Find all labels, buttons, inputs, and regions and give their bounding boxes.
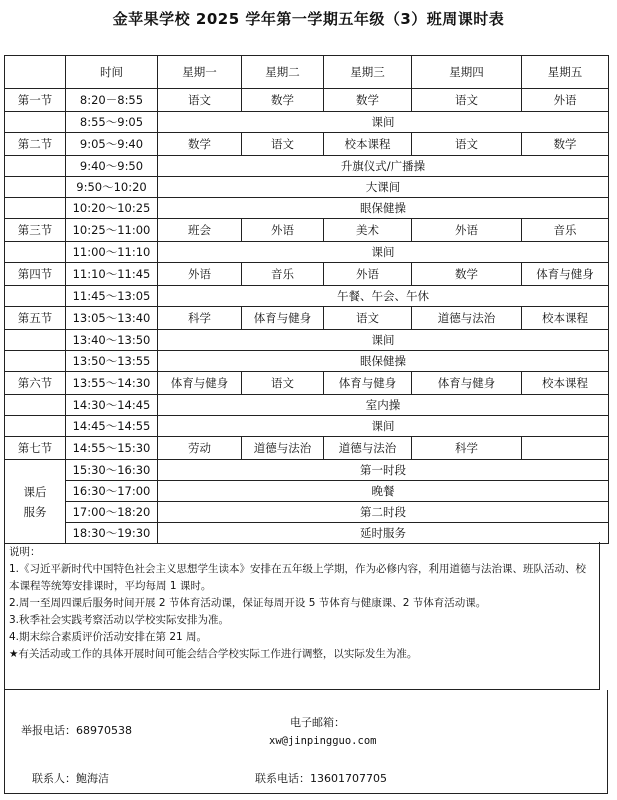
note-item: 2.周一至周四课后服务时间开展 2 节体育活动课，保证每周开设 5 节体育与健康课、2 节体育活动课。 — [9, 597, 487, 609]
activity-cell: 延时服务 — [158, 523, 609, 544]
time-cell: 18:30～19:30 — [66, 523, 158, 544]
time-cell: 13:55～14:30 — [66, 372, 158, 395]
subject-cell: 外语 — [522, 89, 609, 112]
service-row — [5, 460, 609, 481]
subject-cell: 数学 — [324, 89, 412, 112]
service-label-line: 服务 — [23, 504, 47, 519]
subject-cell: 外语 — [242, 219, 324, 242]
timetable — [4, 55, 609, 544]
activity-cell: 眼保健操 — [158, 351, 609, 372]
subject-cell: 校本课程 — [522, 307, 609, 330]
header-day-thu: 星期四 — [412, 56, 522, 89]
footer — [4, 690, 608, 794]
subject-cell: 数学 — [242, 89, 324, 112]
subject-cell: 体育与健身 — [324, 372, 412, 395]
time-cell: 8:55～9:05 — [66, 112, 158, 133]
note-item: 1.《习近平新时代中国特色社会主义思想学生读本》安排在五年级上学期，作为必修内容，利用道德与法治课、班队活动、校本课程等统筹安排课时，平均每周 1 课时。 — [9, 563, 587, 592]
subject-cell: 数学 — [412, 263, 522, 286]
subject-cell: 语文 — [412, 89, 522, 112]
period-cell — [5, 177, 66, 198]
time-cell: 17:00～18:20 — [66, 502, 158, 523]
note-item: 3.秋季社会实践考察活动以学校实际安排为准。 — [9, 614, 230, 626]
service-label — [5, 460, 66, 544]
time-cell: 10:20～10:25 — [66, 198, 158, 219]
time-cell: 11:00～11:10 — [66, 242, 158, 263]
period-cell — [5, 112, 66, 133]
subject-cell: 科学 — [412, 437, 522, 460]
schedule-row — [5, 351, 609, 372]
activity-cell: 升旗仪式/广播操 — [158, 156, 609, 177]
schedule-row — [5, 112, 609, 133]
service-row — [5, 481, 609, 502]
subject-cell: 语文 — [242, 372, 324, 395]
schedule-row — [5, 263, 609, 286]
contact-phone: 联系电话：13601707705 — [255, 772, 387, 785]
email-address[interactable]: xw@jinpingguo.com — [269, 735, 377, 747]
period-cell — [5, 242, 66, 263]
period-cell: 第七节 — [5, 437, 66, 460]
activity-cell: 课间 — [158, 112, 609, 133]
subject-cell — [522, 437, 609, 460]
report-phone: 举报电话：68970538 — [21, 724, 132, 737]
activity-cell: 大课间 — [158, 177, 609, 198]
time-cell: 8:20－8:55 — [66, 89, 158, 112]
time-cell: 13:40～13:50 — [66, 330, 158, 351]
header-day-fri: 星期五 — [522, 56, 609, 89]
header-blank — [5, 56, 66, 89]
time-cell: 15:30～16:30 — [66, 460, 158, 481]
subject-cell: 语文 — [158, 89, 242, 112]
activity-cell: 课间 — [158, 416, 609, 437]
activity-cell: 课间 — [158, 242, 609, 263]
time-cell: 14:55～15:30 — [66, 437, 158, 460]
period-cell: 第五节 — [5, 307, 66, 330]
subject-cell: 数学 — [522, 133, 609, 156]
time-cell: 9:50～10:20 — [66, 177, 158, 198]
service-row — [5, 502, 609, 523]
notes-heading: 说明： — [9, 546, 41, 558]
schedule-row — [5, 133, 609, 156]
subject-cell: 科学 — [158, 307, 242, 330]
subject-cell: 语文 — [412, 133, 522, 156]
header-day-mon: 星期一 — [158, 56, 242, 89]
activity-cell: 课间 — [158, 330, 609, 351]
subject-cell: 语文 — [324, 307, 412, 330]
subject-cell: 外语 — [324, 263, 412, 286]
time-cell: 14:45～14:55 — [66, 416, 158, 437]
period-cell — [5, 198, 66, 219]
schedule-row — [5, 286, 609, 307]
time-cell: 16:30～17:00 — [66, 481, 158, 502]
schedule-row — [5, 372, 609, 395]
header-row — [5, 56, 609, 89]
schedule-row — [5, 177, 609, 198]
page-title: 金苹果学校 2025 学年第一学期五年级（3）班周课时表 — [112, 10, 505, 28]
period-cell: 第二节 — [5, 133, 66, 156]
time-cell: 9:40～9:50 — [66, 156, 158, 177]
activity-cell: 第一时段 — [158, 460, 609, 481]
subject-cell: 音乐 — [242, 263, 324, 286]
subject-cell: 语文 — [242, 133, 324, 156]
schedule-row — [5, 437, 609, 460]
note-item: ★有关活动或工作的具体开展时间可能会结合学校实际工作进行调整，以实际发生为准。 — [9, 648, 418, 660]
time-cell: 11:10～11:45 — [66, 263, 158, 286]
subject-cell: 班会 — [158, 219, 242, 242]
schedule-row — [5, 242, 609, 263]
subject-cell: 道德与法治 — [242, 437, 324, 460]
header-day-wed: 星期三 — [324, 56, 412, 89]
time-cell: 10:25～11:00 — [66, 219, 158, 242]
period-cell: 第一节 — [5, 89, 66, 112]
subject-cell: 道德与法治 — [412, 307, 522, 330]
schedule-row — [5, 198, 609, 219]
email-label: 电子邮箱： — [290, 716, 345, 729]
service-label-line: 课后 — [23, 484, 47, 499]
period-cell: 第三节 — [5, 219, 66, 242]
time-cell: 13:50～13:55 — [66, 351, 158, 372]
schedule-row — [5, 89, 609, 112]
subject-cell: 音乐 — [522, 219, 609, 242]
schedule-row — [5, 219, 609, 242]
subject-cell: 美术 — [324, 219, 412, 242]
time-cell: 11:45～13:05 — [66, 286, 158, 307]
period-cell — [5, 286, 66, 307]
schedule-row — [5, 395, 609, 416]
period-cell — [5, 351, 66, 372]
header-time: 时间 — [66, 56, 158, 89]
schedule-row — [5, 330, 609, 351]
subject-cell: 体育与健身 — [158, 372, 242, 395]
period-cell — [5, 156, 66, 177]
activity-cell: 室内操 — [158, 395, 609, 416]
period-cell — [5, 395, 66, 416]
contact-person: 联系人：鲍海洁 — [32, 772, 109, 785]
subject-cell: 数学 — [158, 133, 242, 156]
time-cell: 9:05～9:40 — [66, 133, 158, 156]
schedule-row — [5, 156, 609, 177]
schedule-row — [5, 416, 609, 437]
header-day-tue: 星期二 — [242, 56, 324, 89]
subject-cell: 道德与法治 — [324, 437, 412, 460]
period-cell: 第六节 — [5, 372, 66, 395]
period-cell — [5, 330, 66, 351]
subject-cell: 校本课程 — [324, 133, 412, 156]
subject-cell: 外语 — [412, 219, 522, 242]
time-cell: 13:05～13:40 — [66, 307, 158, 330]
note-item: 4.期末综合素质评价活动安排在第 21 周。 — [9, 631, 208, 643]
subject-cell: 体育与健身 — [242, 307, 324, 330]
subject-cell: 体育与健身 — [522, 263, 609, 286]
subject-cell: 校本课程 — [522, 372, 609, 395]
time-cell: 14:30～14:45 — [66, 395, 158, 416]
period-cell — [5, 416, 66, 437]
subject-cell: 体育与健身 — [412, 372, 522, 395]
activity-cell: 晚餐 — [158, 481, 609, 502]
activity-cell: 午餐、午会、午休 — [158, 286, 609, 307]
service-row — [5, 523, 609, 544]
notes — [4, 542, 600, 690]
activity-cell: 眼保健操 — [158, 198, 609, 219]
schedule-row — [5, 307, 609, 330]
period-cell: 第四节 — [5, 263, 66, 286]
activity-cell: 第二时段 — [158, 502, 609, 523]
subject-cell: 劳动 — [158, 437, 242, 460]
subject-cell: 外语 — [158, 263, 242, 286]
